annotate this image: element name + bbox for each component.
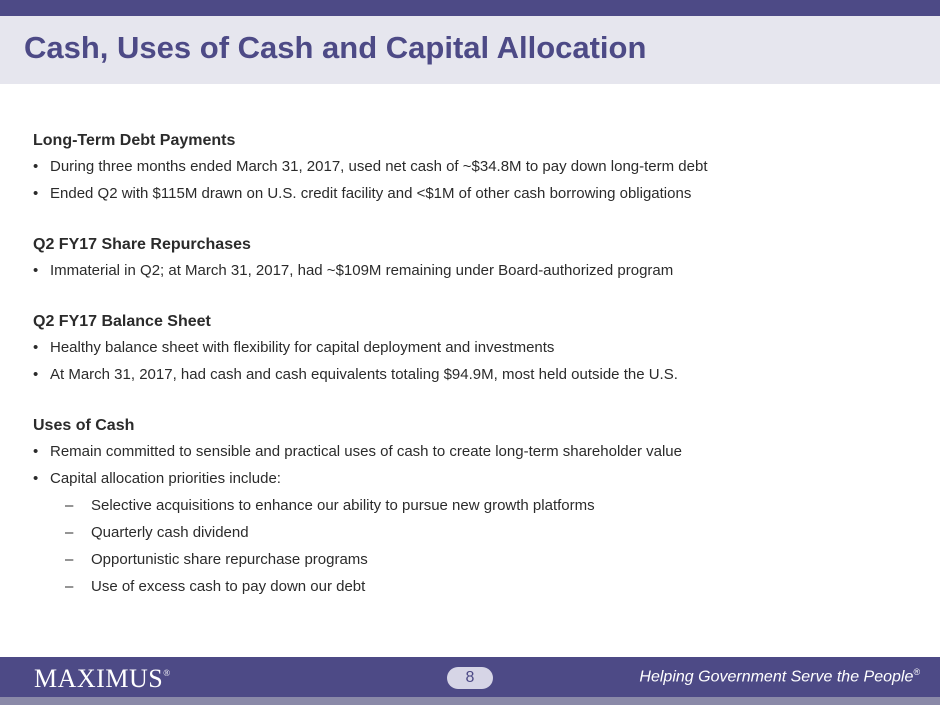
bullet-marker: • <box>33 443 39 460</box>
tagline-registered-mark: ® <box>913 667 920 677</box>
bullet-item <box>33 156 913 183</box>
bullet-marker: • <box>33 158 39 175</box>
sub-bullet-item <box>33 549 913 576</box>
bullet-item <box>33 441 913 468</box>
sub-bullet-item <box>33 495 913 522</box>
bullet-text: Ended Q2 with $115M drawn on U.S. credit facility and <$1M of other cash borrowing obligations <box>50 185 692 202</box>
section-balance-sheet <box>33 311 913 391</box>
sub-bullet-item <box>33 522 913 549</box>
bullet-item <box>33 260 913 287</box>
sub-bullet-text: Selective acquisitions to enhance our ability to pursue new growth platforms <box>91 497 595 514</box>
sub-bullet-text: Use of excess cash to pay down our debt <box>91 578 366 595</box>
bullet-item <box>33 183 913 210</box>
slide-title: Cash, Uses of Cash and Capital Allocation <box>24 30 647 65</box>
bullet-text: Healthy balance sheet with flexibility for capital deployment and investments <box>50 339 555 356</box>
bullet-item <box>33 337 913 364</box>
section-long-term-debt <box>33 130 913 210</box>
footer-tagline <box>639 667 920 686</box>
bullet-marker: • <box>33 470 39 487</box>
bullet-text: At March 31, 2017, had cash and cash equivalents totaling $94.9M, most held outside the U.S. <box>50 366 678 383</box>
slide-content <box>33 130 913 627</box>
logo-text: MAXIMUS <box>34 664 164 693</box>
bullet-text: During three months ended March 31, 2017, used net cash of ~$34.8M to pay down long-term debt <box>50 158 708 175</box>
bullet-marker: • <box>33 185 39 202</box>
bullet-marker: • <box>33 262 39 279</box>
dash-marker: – <box>65 524 74 541</box>
footer-bottom-strip <box>0 697 940 705</box>
section-heading: Long-Term Debt Payments <box>33 132 236 149</box>
bullet-item <box>33 468 913 495</box>
section-share-repurchases <box>33 234 913 287</box>
bullet-text: Immaterial in Q2; at March 31, 2017, had ~$109M remaining under Board-authorized program <box>50 262 674 279</box>
sub-bullet-item <box>33 576 913 603</box>
tagline-text: Helping Government Serve the People <box>639 668 914 686</box>
section-heading: Uses of Cash <box>33 417 135 434</box>
top-accent-bar <box>0 0 940 16</box>
page-number-badge: 8 <box>447 667 493 689</box>
section-heading: Q2 FY17 Share Repurchases <box>33 236 251 253</box>
bullet-marker: • <box>33 366 39 383</box>
bullet-item <box>33 364 913 391</box>
logo-registered-mark: ® <box>163 668 171 678</box>
bullet-text: Remain committed to sensible and practical uses of cash to create long-term shareholder value <box>50 443 682 460</box>
section-uses-of-cash <box>33 415 913 603</box>
bullet-text: Capital allocation priorities include: <box>50 470 281 487</box>
sub-bullet-text: Quarterly cash dividend <box>91 524 249 541</box>
bullet-marker: • <box>33 339 39 356</box>
dash-marker: – <box>65 578 74 595</box>
section-heading: Q2 FY17 Balance Sheet <box>33 313 211 330</box>
sub-bullet-text: Opportunistic share repurchase programs <box>91 551 368 568</box>
dash-marker: – <box>65 551 74 568</box>
dash-marker: – <box>65 497 74 514</box>
maximus-logo <box>34 664 171 694</box>
